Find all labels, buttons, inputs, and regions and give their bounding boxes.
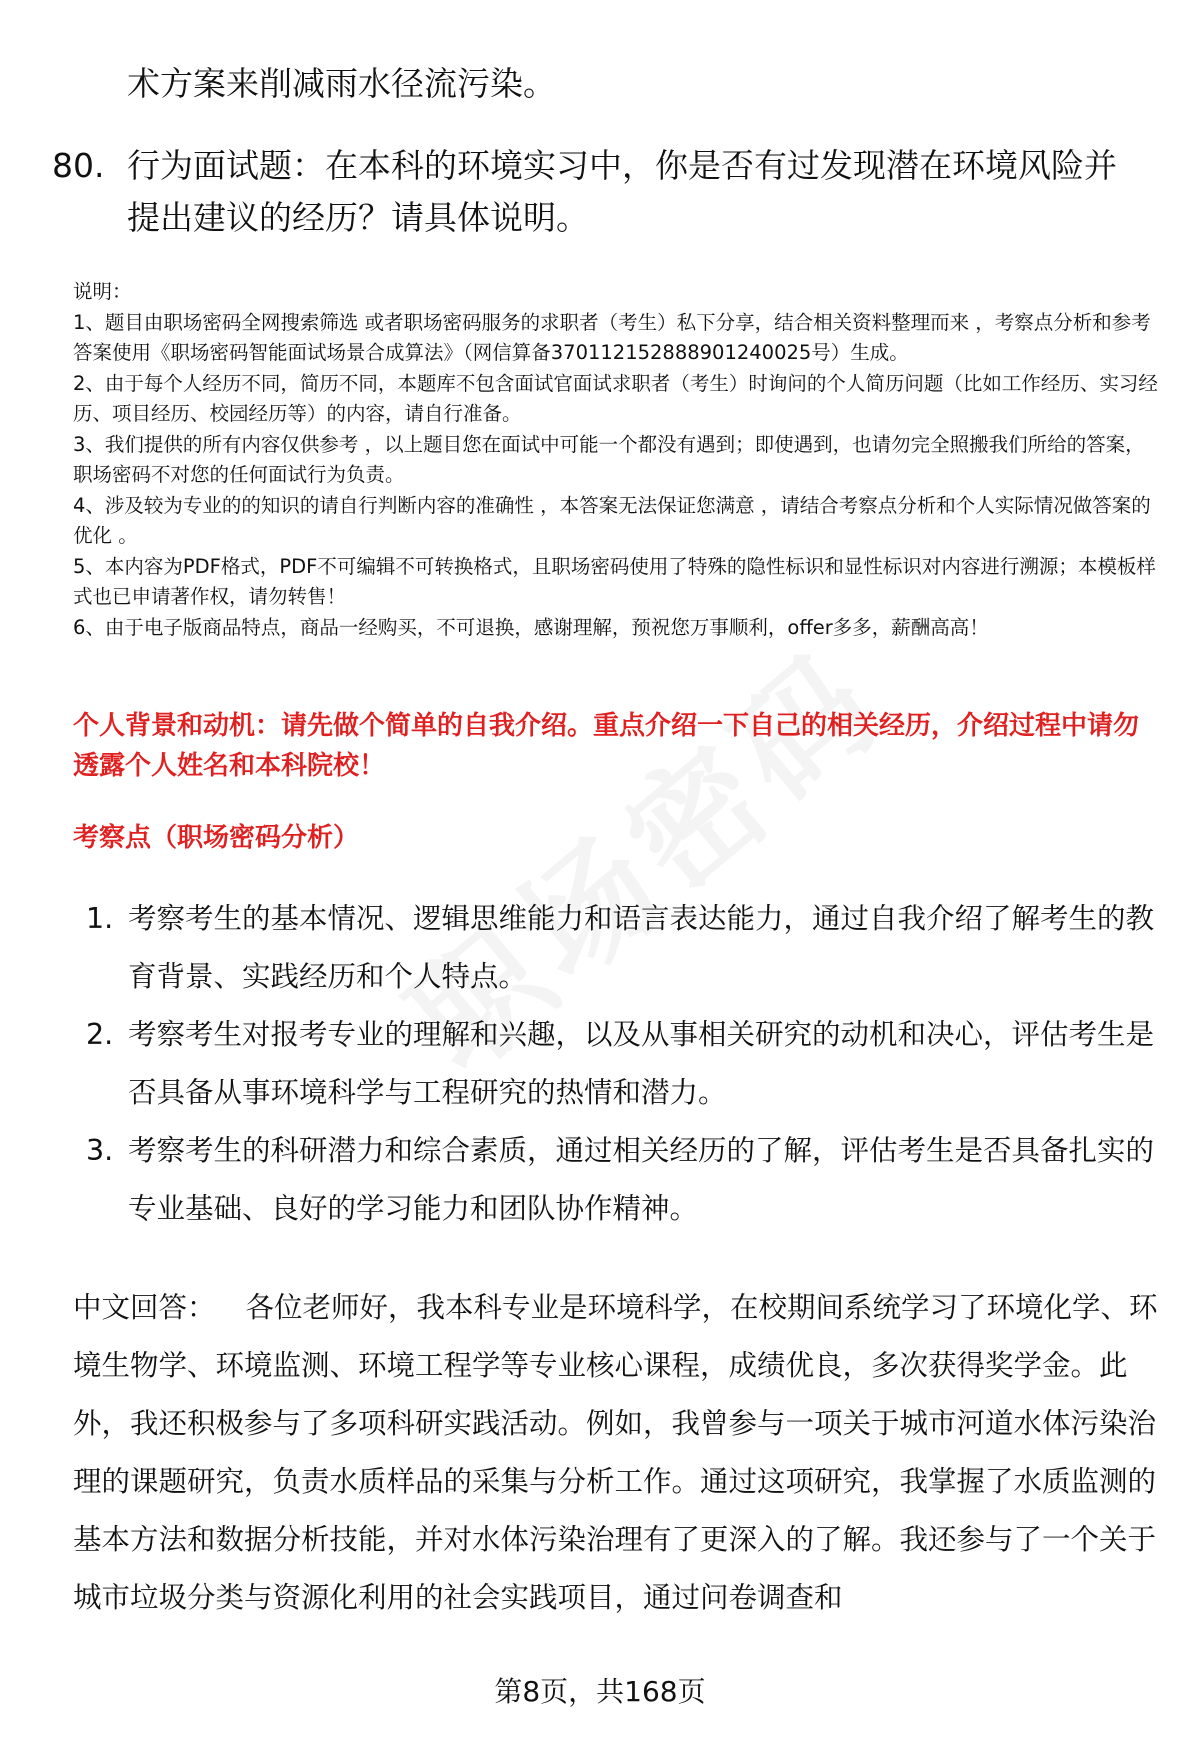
point-text: 考察考生的基本情况、逻辑思维能力和语言表达能力，通过自我介绍了解考生的教育背景、实践经历和个人特点。: [128, 902, 1155, 993]
analysis-point: [78, 1122, 1158, 1238]
point-text: 考察考生对报考专业的理解和兴趣，以及从事相关研究的动机和决心，评估考生是否具备从事环境科学与工程研究的热情和潜力。: [128, 1018, 1155, 1109]
notes-item: 3、我们提供的所有内容仅供参考 ，以上题目您在面试中可能一个都没有遇到；即使遇到，也请勿完全照搬我们所给的答案，职场密码不对您的任何面试行为负责。: [73, 432, 1145, 486]
notes-title: 说明：: [73, 280, 132, 303]
answer-text: 各位老师好，我本科专业是环境科学，在校期间系统学习了环境化学、环境生物学、环境监测、环境工程学等专业核心课程，成绩优良，多次获得奖学金。此外，我还积极参与了多项科研实践活动。例如，我曾参与一项关于城市河道水体污染治理的课题研究，负责水质样品的采集与分析工作。通过这项研究，我掌握了水质监测的基本方法和数据分析技能，并对水体污染治理有了更深入的了解。我还参与了一个关于城市垃圾分类与资源化利用的社会实践项目，通过问卷调查和: [73, 1291, 1158, 1614]
analysis-points: [78, 890, 1158, 1238]
answer-section: [73, 1279, 1158, 1627]
notes-section: [73, 277, 1158, 643]
question-number: 80.: [52, 146, 105, 185]
point-number: 2.: [86, 1018, 114, 1051]
analysis-point: [78, 890, 1158, 1006]
question-80: [52, 140, 1132, 244]
notes-item: 5、本内容为PDF格式，PDF不可编辑不可转换格式，且职场密码使用了特殊的隐性标识和显性标识对内容进行溯源；本模板样式也已申请著作权，请勿转售！: [73, 554, 1156, 608]
point-number: 3.: [86, 1134, 114, 1167]
question-text: 行为面试题：在本科的环境实习中，你是否有过发现潜在环境风险并提出建议的经历？请具体说明。: [127, 146, 1117, 237]
analysis-point: [78, 1006, 1158, 1122]
point-text: 考察考生的科研潜力和综合素质，通过相关经历的了解，评估考生是否具备扎实的专业基础、良好的学习能力和团队协作精神。: [128, 1134, 1155, 1225]
notes-item: 2、由于每个人经历不同，简历不同，本题库不包含面试官面试求职者（考生）时询问的个人简历问题（比如工作经历、实习经历、项目经历、校园经历等）的内容，请自行准备。: [73, 371, 1158, 425]
notes-item: 6、由于电子版商品特点，商品一经购买，不可退换，感谢理解，预祝您万事顺利，offer多多，薪酬高高！: [73, 615, 989, 639]
analysis-title: 考察点（职场密码分析）: [73, 823, 360, 853]
page-number: 第8页，共168页: [494, 1675, 706, 1708]
answer-label: 中文回答：: [73, 1291, 216, 1324]
continuation-text: 术方案来削减雨水径流污染。: [127, 64, 556, 103]
intro-question: 个人背景和动机：请先做个简单的自我介绍。重点介绍一下自己的相关经历，介绍过程中请勿透露个人姓名和本科院校！: [73, 711, 1140, 781]
point-number: 1.: [86, 902, 114, 935]
notes-item: 4、涉及较为专业的的知识的请自行判断内容的准确性 ，本答案无法保证您满意 ，请结合考察点分析和个人实际情况做答案的优化 。: [73, 493, 1151, 547]
notes-item: 1、题目由职场密码全网搜索筛选 或者职场密码服务的求职者（考生）私下分享，结合相关资料整理而来 ，考察点分析和参考答案使用《职场密码智能面试场景合成算法》（网信算备370112152888901240025号）生成。: [73, 310, 1151, 364]
